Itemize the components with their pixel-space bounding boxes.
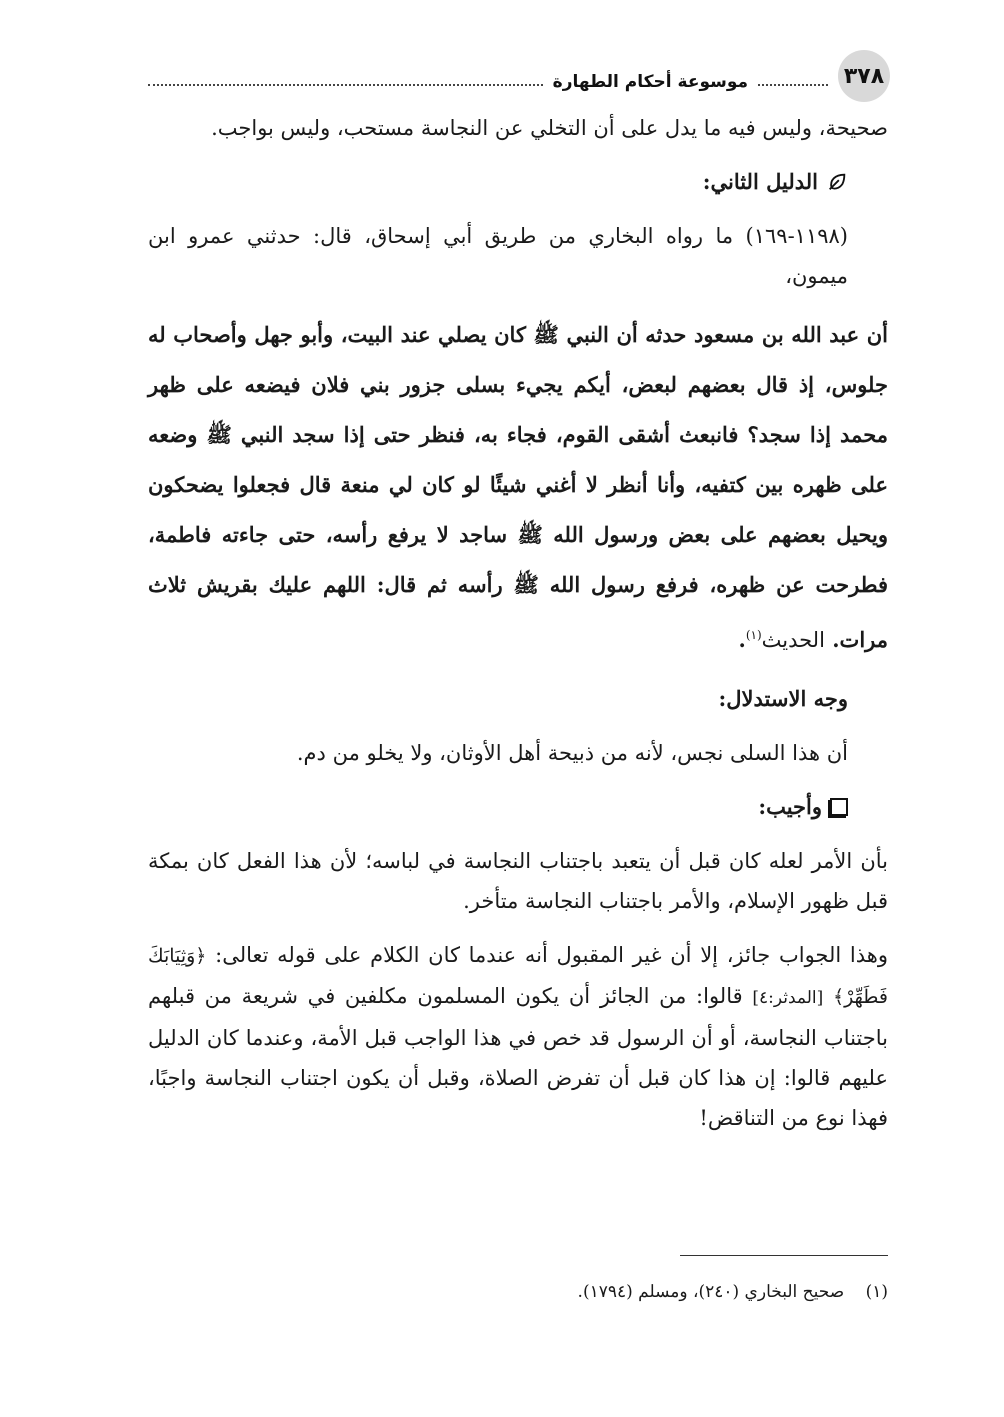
footnote-divider xyxy=(680,1255,888,1256)
header-dots-left xyxy=(148,84,543,86)
quran-reference: [المدثر:٤] xyxy=(752,988,824,1008)
paragraph-2: (١١٩٨-١٦٩) ما رواه البخاري من طريق أبي إسحاق، قال: حدثني عمرو ابن ميمون، xyxy=(148,224,848,288)
footnote-number: (١) xyxy=(865,1282,888,1302)
paragraph-4: بأن الأمر لعله كان قبل أن يتعبد باجتناب النجاسة في لباسه؛ لأن هذا الفعل كان بمكة قبل ظهور الإسلام، والأمر باجتناب النجاسة متأخر. xyxy=(148,849,888,913)
leaf-icon xyxy=(826,171,848,193)
footnote xyxy=(148,1278,888,1306)
heading-inference xyxy=(148,679,888,719)
checkbox-icon xyxy=(830,798,848,816)
page-number-badge xyxy=(838,50,890,102)
paragraph-5-b: قالوا: من الجائز أن يكون المسلمون مكلفين في شريعة من قبلهم باجتناب النجاسة، أو أن الرسول قد خص في هذا الواجب قبل الأمة، وعندما كان الدليل عليهم قالوا: إن هذا كان قبل أن تفرض الصلاة، وقبل أن يكون اجتناب النجاسة واجبًا، فهذا نوع من التناقض! xyxy=(148,984,888,1130)
paragraph-5 xyxy=(148,935,888,1138)
heading-second-evidence-text: الدليل الثاني: xyxy=(702,169,818,194)
page-header xyxy=(148,50,890,100)
heading-inference-text: وجه الاستدلال: xyxy=(718,686,848,711)
hadith-body: أن عبد الله بن مسعود حدثه أن النبي ﷺ كان يصلي عند البيت، وأبو جهل وأصحاب له جلوس، إذ قال بعضهم لبعض، أيكم يجيء بسلى جزور بني فلان فيضعه على ظهر محمد إذا سجد؟ فانبعث أشقى القوم، فجاء به، فنظر حتى إذا سجد النبي ﷺ وضعه على ظهره بين كتفيه، وأنا أنظر لا أغني شيئًا لو كان لي منعة قال فجعلوا يضحكون ويحيل بعضهم على بعض ورسول الله ﷺ ساجد لا يرفع رأسه، حتى جاءته فاطمة، فطرحت عن ظهره، فرفع رسول الله ﷺ رأسه ثم قال: اللهم عليك بقريش ثلاث مرات. xyxy=(148,322,888,652)
header-dots-right xyxy=(758,84,828,86)
paragraph-3: أن هذا السلى نجس، لأنه من ذبيحة أهل الأوثان، ولا يخلو من دم. xyxy=(296,741,848,765)
heading-answer-text: وأجيب: xyxy=(758,794,822,819)
footnote-marker: (١) xyxy=(745,628,762,642)
page-number: ٣٧٨ xyxy=(843,63,885,89)
paragraph-1: صحيحة، وليس فيه ما يدل على أن التخلي عن النجاسة مستحب، وليس بواجب. xyxy=(211,116,888,140)
book-title: موسوعة أحكام الطهارة xyxy=(552,72,748,92)
hadith-text: أن عبد الله بن مسعود حدثه أن النبي ﷺ كان يصلي عند البيت، وأبو جهل وأصحاب له جلوس، إذ قال بعضهم لبعض، أيكم يجيء بسلى جزور بني فلان فيضعه على ظهر محمد إذا سجد؟ فانبعث أشقى القوم، فجاء به، فنظر حتى إذا سجد النبي ﷺ وضعه على ظهره بين كتفيه، وأنا أنظر لا أغني شيئًا لو كان لي منعة قال فجعلوا يضحكون ويحيل بعضهم على بعض ورسول الله ﷺ ساجد لا يرفع رأسه، حتى جاءته فاطمة، فطرحت عن ظهره، فرفع رسول الله ﷺ رأسه ثم قال: اللهم عليك بقريش ثلاث مرات. الحديث$^{(١)}$. xyxy=(148,322,888,652)
footnote-text: صحيح البخاري (٢٤٠)، ومسلم (١٧٩٤). xyxy=(577,1282,845,1302)
page-content xyxy=(148,108,888,1152)
quran-verse: ﴿وَثِيَابَكَ فَطَهِّرْ﴾ xyxy=(148,945,888,1008)
heading-answer xyxy=(148,787,888,827)
hadith-tail: الحديث xyxy=(761,628,825,652)
paragraph-5-a: وهذا الجواب جائز، إلا أن غير المقبول أنه عندما كان الكلام على قوله تعالى: xyxy=(215,943,888,967)
header-title-line xyxy=(148,72,828,92)
heading-second-evidence xyxy=(148,162,888,202)
